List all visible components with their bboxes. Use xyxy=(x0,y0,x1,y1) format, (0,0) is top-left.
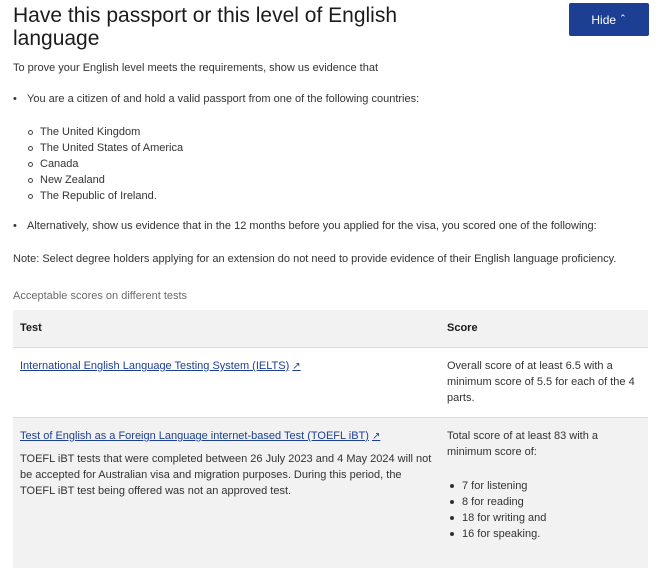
table-row xyxy=(13,418,648,568)
list-item: New Zealand xyxy=(28,172,183,188)
alternative-bullet-text: Alternatively, show us evidence that in the 12 months before you applied for the visa, you scored one of the following: xyxy=(27,220,597,232)
circle-bullet-icon xyxy=(28,146,33,151)
bullet-icon xyxy=(450,500,454,504)
test-cell xyxy=(20,428,435,499)
circle-bullet-icon xyxy=(28,178,33,183)
chevron-up-icon: ⌃ xyxy=(619,13,627,23)
column-header-test: Test xyxy=(20,322,42,334)
list-item: 8 for reading xyxy=(447,494,642,510)
toefl-note: TOEFL iBT tests that were completed between 26 July 2023 and 4 May 2024 will not be accepted for Australian visa and migration purposes. During this period, the TOEFL iBT test being offered was not an approved test. xyxy=(20,453,432,497)
hide-button[interactable] xyxy=(569,3,649,36)
list-item: The United Kingdom xyxy=(28,124,183,140)
bullet-icon xyxy=(450,532,454,536)
section-heading: Have this passport or this level of English language xyxy=(13,4,398,50)
table-header xyxy=(13,310,648,348)
list-item: Canada xyxy=(28,156,183,172)
list-item: 18 for writing and xyxy=(447,510,642,526)
circle-bullet-icon xyxy=(28,194,33,199)
list-item: 7 for listening xyxy=(447,478,642,494)
score-cell xyxy=(447,428,642,542)
list-item: 16 for speaking. xyxy=(447,526,642,542)
external-link-icon: ↗ xyxy=(371,431,381,442)
ielts-link[interactable]: International English Language Testing System (IELTS) ↗ xyxy=(20,360,301,372)
score-list xyxy=(447,478,642,542)
note-text: Note: Select degree holders applying for an extension do not need to provide evidence of their English language proficiency. xyxy=(13,253,617,265)
hide-button-label: Hide xyxy=(591,12,617,27)
column-header-score: Score xyxy=(447,322,478,334)
toefl-link[interactable]: Test of English as a Foreign Language internet-based Test (TOEFL iBT) ↗ xyxy=(20,430,381,442)
score-intro: Total score of at least 83 with a minimum score of: xyxy=(447,430,599,458)
circle-bullet-icon xyxy=(28,162,33,167)
bullet-icon: • xyxy=(13,220,17,232)
bullet-icon: • xyxy=(13,93,17,105)
bullet-icon xyxy=(450,516,454,520)
external-link-icon: ↗ xyxy=(292,361,301,372)
table-caption: Acceptable scores on different tests xyxy=(13,290,188,302)
citizen-bullet xyxy=(13,93,419,105)
bullet-icon xyxy=(450,484,454,488)
circle-bullet-icon xyxy=(28,130,33,135)
citizen-bullet-text: You are a citizen of and hold a valid passport from one of the following countries: xyxy=(27,93,420,105)
score-cell: Overall score of at least 6.5 with a minimum score of 5.5 for each of the 4 parts. xyxy=(447,360,635,404)
country-list xyxy=(28,124,183,204)
list-item: The United States of America xyxy=(28,140,183,156)
list-item: The Republic of Ireland. xyxy=(28,188,183,204)
alternative-bullet xyxy=(13,220,597,232)
table-row xyxy=(13,348,648,418)
scores-table xyxy=(13,310,648,568)
intro-text: To prove your English level meets the requirements, show us evidence that xyxy=(13,62,379,74)
test-cell xyxy=(20,358,435,375)
